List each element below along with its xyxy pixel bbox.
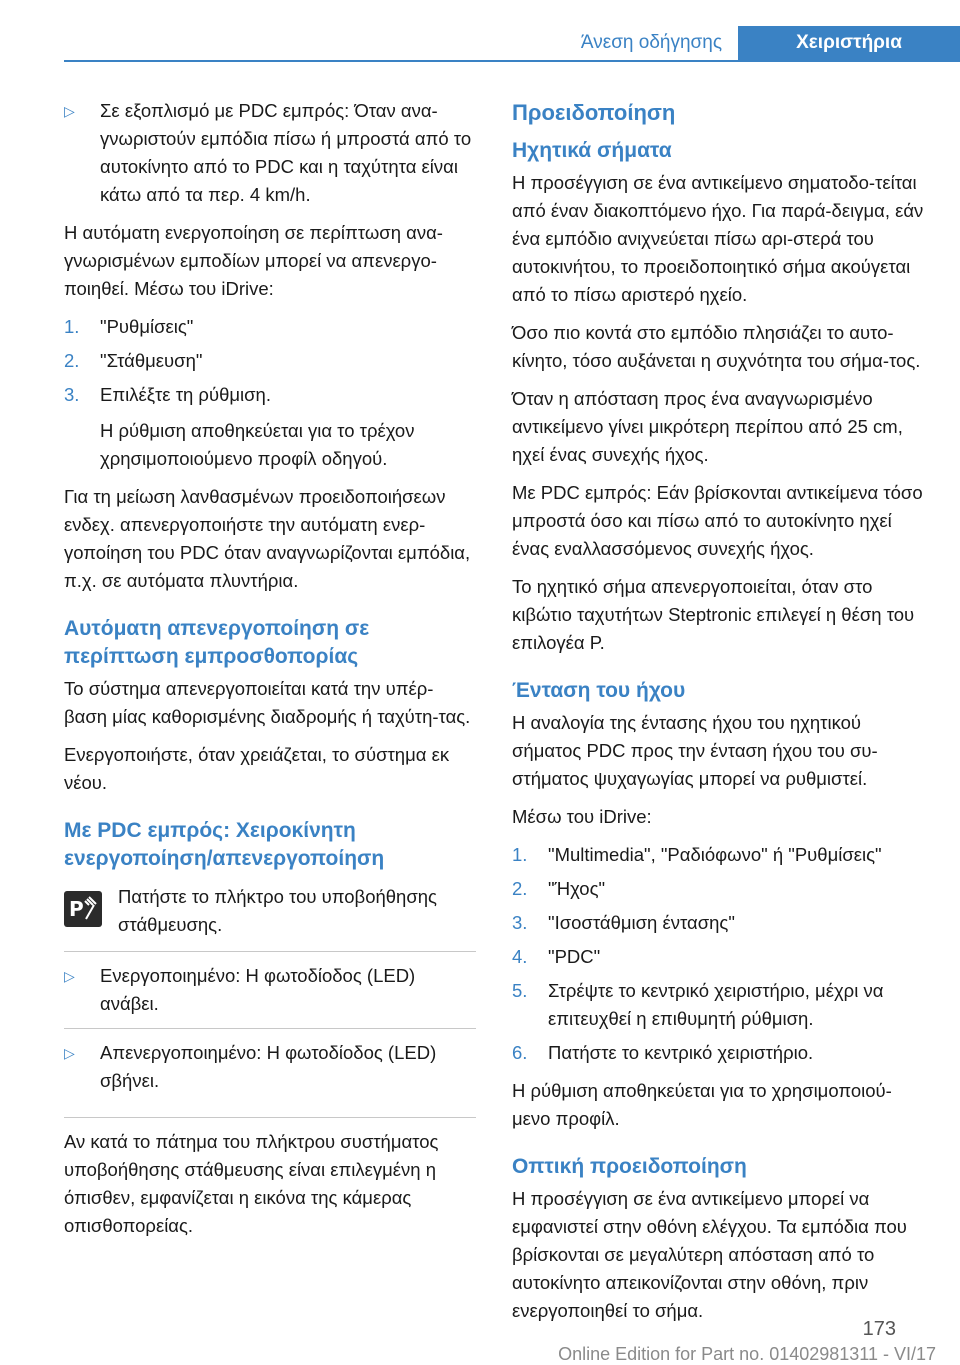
bullet-item: [64, 97, 476, 209]
step-text: "PDC": [548, 946, 601, 967]
header-rule: [64, 60, 960, 62]
step-note: Η ρύθμιση αποθηκεύεται για το τρέχον χρησιμοποιούμενο προφίλ οδηγού.: [100, 420, 415, 469]
paragraph: Μέσω του iDrive:: [512, 806, 652, 827]
step-number: 1.: [64, 316, 80, 337]
bullet-list-led: [64, 951, 476, 1118]
step-number: 6.: [512, 1042, 528, 1063]
step-number: 5.: [512, 980, 528, 1001]
steps-list: [512, 841, 930, 1067]
page-number: 173: [862, 1318, 896, 1340]
step-text: Πατήστε το κεντρικό χειριστήριο.: [548, 1042, 814, 1063]
paragraph: Με PDC εμπρός: Εάν βρίσκονται αντικείμενα τόσο μπροστά όσο και πίσω από το αυτοκίνητο ηχεί ένας εναλλασσόμενος συνεχής ήχος.: [512, 482, 923, 559]
section-title: Άνεση οδήγησης: [580, 32, 722, 53]
triangle-bullet-icon: ▷: [64, 1045, 75, 1061]
step-number: 3.: [512, 912, 528, 933]
step-number: 4.: [512, 946, 528, 967]
bullet-item: [64, 1028, 476, 1095]
bullet-text: Ενεργοποιημένο: Η φωτοδίοδος (LED) ανάβει.: [100, 965, 416, 1014]
step-text: "Ισοστάθμιση έντασης": [548, 912, 735, 933]
step-text: "Ρυθμίσεις": [100, 316, 194, 337]
step-item: [512, 977, 930, 1033]
step-number: 1.: [512, 844, 528, 865]
paragraph: Το σύστημα απενεργοποιείται κατά την υπέρ-βαση μίας καθορισμένης διαδρομής ή ταχύτη-τας.: [64, 678, 471, 727]
step-item: [512, 943, 930, 971]
triangle-bullet-icon: ▷: [64, 103, 75, 119]
paragraph: Η ρύθμιση αποθηκεύεται για το χρησιμοποιού-μενο προφίλ.: [512, 1080, 892, 1129]
paragraph: Αν κατά το πάτημα του πλήκτρου συστήματος υποβοήθησης στάθμευσης είναι επιλεγμένη η όπισθεν, εμφανίζεται η εικόνα της κάμερας οπισθοπορείας.: [64, 1131, 439, 1236]
step-text: Στρέψτε το κεντρικό χειριστήριο, μέχρι να επιτευχθεί η επιθυμητή ρύθμιση.: [548, 980, 884, 1029]
section-heading: Ένταση του ήχου: [512, 679, 686, 702]
step-text: "Στάθμευση": [100, 350, 203, 371]
paragraph: Για τη μείωση λανθασμένων προειδοποιήσεων ενδεχ. απενεργοποιήστε την αυτόματη ενερ-γοποίηση του PDC όταν αναγνωρίζονται εμπόδια, π.χ. σε αυτόματα πλυντήρια.: [64, 486, 471, 591]
section-heading: Με PDC εμπρός: Χειροκίνητη ενεργοποίηση/απενεργοποίηση: [64, 819, 385, 870]
bullet-text: Απενεργοποιημένο: Η φωτοδίοδος (LED) σβήνει.: [100, 1042, 437, 1091]
button-instruction: [64, 883, 476, 939]
step-text: Επιλέξτε τη ρύθμιση.: [100, 384, 271, 405]
paragraph: Η αναλογία της έντασης ήχου του ηχητικού σήματος PDC προς την ένταση ήχου του συ-στήματος ψυχαγωγίας μπορεί να ρυθμιστεί.: [512, 712, 878, 789]
paragraph: Ενεργοποιήστε, όταν χρειάζεται, το σύστημα εκ νέου.: [64, 744, 450, 793]
step-item: [512, 1039, 930, 1067]
bullet-text: Σε εξοπλισμό με PDC εμπρός: Όταν ανα-γνωριστούν εμπόδια πίσω ή μπροστά από το αυτοκίνητο από το PDC και η ταχύτητα είναι κάτω από τα περ. 4 km/h.: [100, 100, 472, 205]
right-column: [512, 97, 930, 1335]
step-item: [64, 347, 476, 375]
chapter-heading: Προειδοποίηση: [512, 100, 676, 125]
button-instruction-text: Πατήστε το πλήκτρο του υποβοήθησης στάθμευσης.: [118, 886, 437, 935]
bullet-item: [64, 962, 476, 1018]
step-number: 3.: [64, 384, 80, 405]
paragraph: Όταν η απόσταση προς ένα αναγνωρισμένο αντικείμενο γίνει μικρότερη περίπου από 25 cm, ηχεί ένας συνεχής ήχος.: [512, 388, 903, 465]
paragraph: Η αυτόματη ενεργοποίηση σε περίπτωση ανα-γνωρισμένων εμποδίων μπορεί να απενεργο-ποιηθεί. Μέσω του iDrive:: [64, 222, 443, 299]
chapter-tab: Χειριστήρια: [738, 26, 960, 62]
step-item: [512, 841, 930, 869]
step-text: "Multimedia", "Ραδιόφωνο" ή "Ρυθμίσεις": [548, 844, 882, 865]
section-heading: Οπτική προειδοποίηση: [512, 1155, 747, 1178]
bullet-list-top: [64, 97, 476, 209]
section-heading: Αυτόματη απενεργοποίηση σε περίπτωση εμπροσθοπορίας: [64, 617, 370, 668]
svg-text:P: P: [69, 897, 84, 921]
section-heading: Ηχητικά σήματα: [512, 139, 672, 162]
step-item: [512, 875, 930, 903]
paragraph: Η προσέγγιση σε ένα αντικείμενο μπορεί να εμφανιστεί στην οθόνη ελέγχου. Τα εμπόδια που βρίσκονται σε μεγαλύτερη απόσταση από το αυτοκίνητο απεικονίζονται στην οθόνη, πριν ενεργοποιηθεί το σήμα.: [512, 1188, 907, 1321]
triangle-bullet-icon: ▷: [64, 968, 75, 984]
step-number: 2.: [64, 350, 80, 371]
edition-note: Online Edition for Part no. 01402981311 - VI/17: [558, 1344, 936, 1364]
steps-list: [64, 313, 476, 473]
left-column: [64, 97, 476, 1250]
paragraph: Το ηχητικό σήμα απενεργοποιείται, όταν στο κιβώτιο ταχυτήτων Steptronic επιλεγεί η θέση του επιλογέα P.: [512, 576, 915, 653]
step-number: 2.: [512, 878, 528, 899]
paragraph: Η προσέγγιση σε ένα αντικείμενο σηματοδο-τείται από έναν διακοπτόμενο ήχο. Για παρά-δειγμα, εάν ένα εμπόδιο ανιχνεύεται πίσω αρι-στερά του αυτοκινήτου, το προειδοποιητικό σήμα ακούγεται από το πίσω αριστερό ηχείο.: [512, 172, 924, 305]
paragraph: Όσο πιο κοντά στο εμπόδιο πλησιάζει το αυτο-κίνητο, τόσο αυξάνεται η συχνότητα του σήμα-τος.: [512, 322, 921, 371]
step-item: [64, 313, 476, 341]
step-item: [64, 381, 476, 473]
parking-assist-button-icon: [64, 891, 102, 927]
step-text: "Ήχος": [548, 878, 606, 899]
page-header: [64, 26, 960, 62]
step-item: [512, 909, 930, 937]
